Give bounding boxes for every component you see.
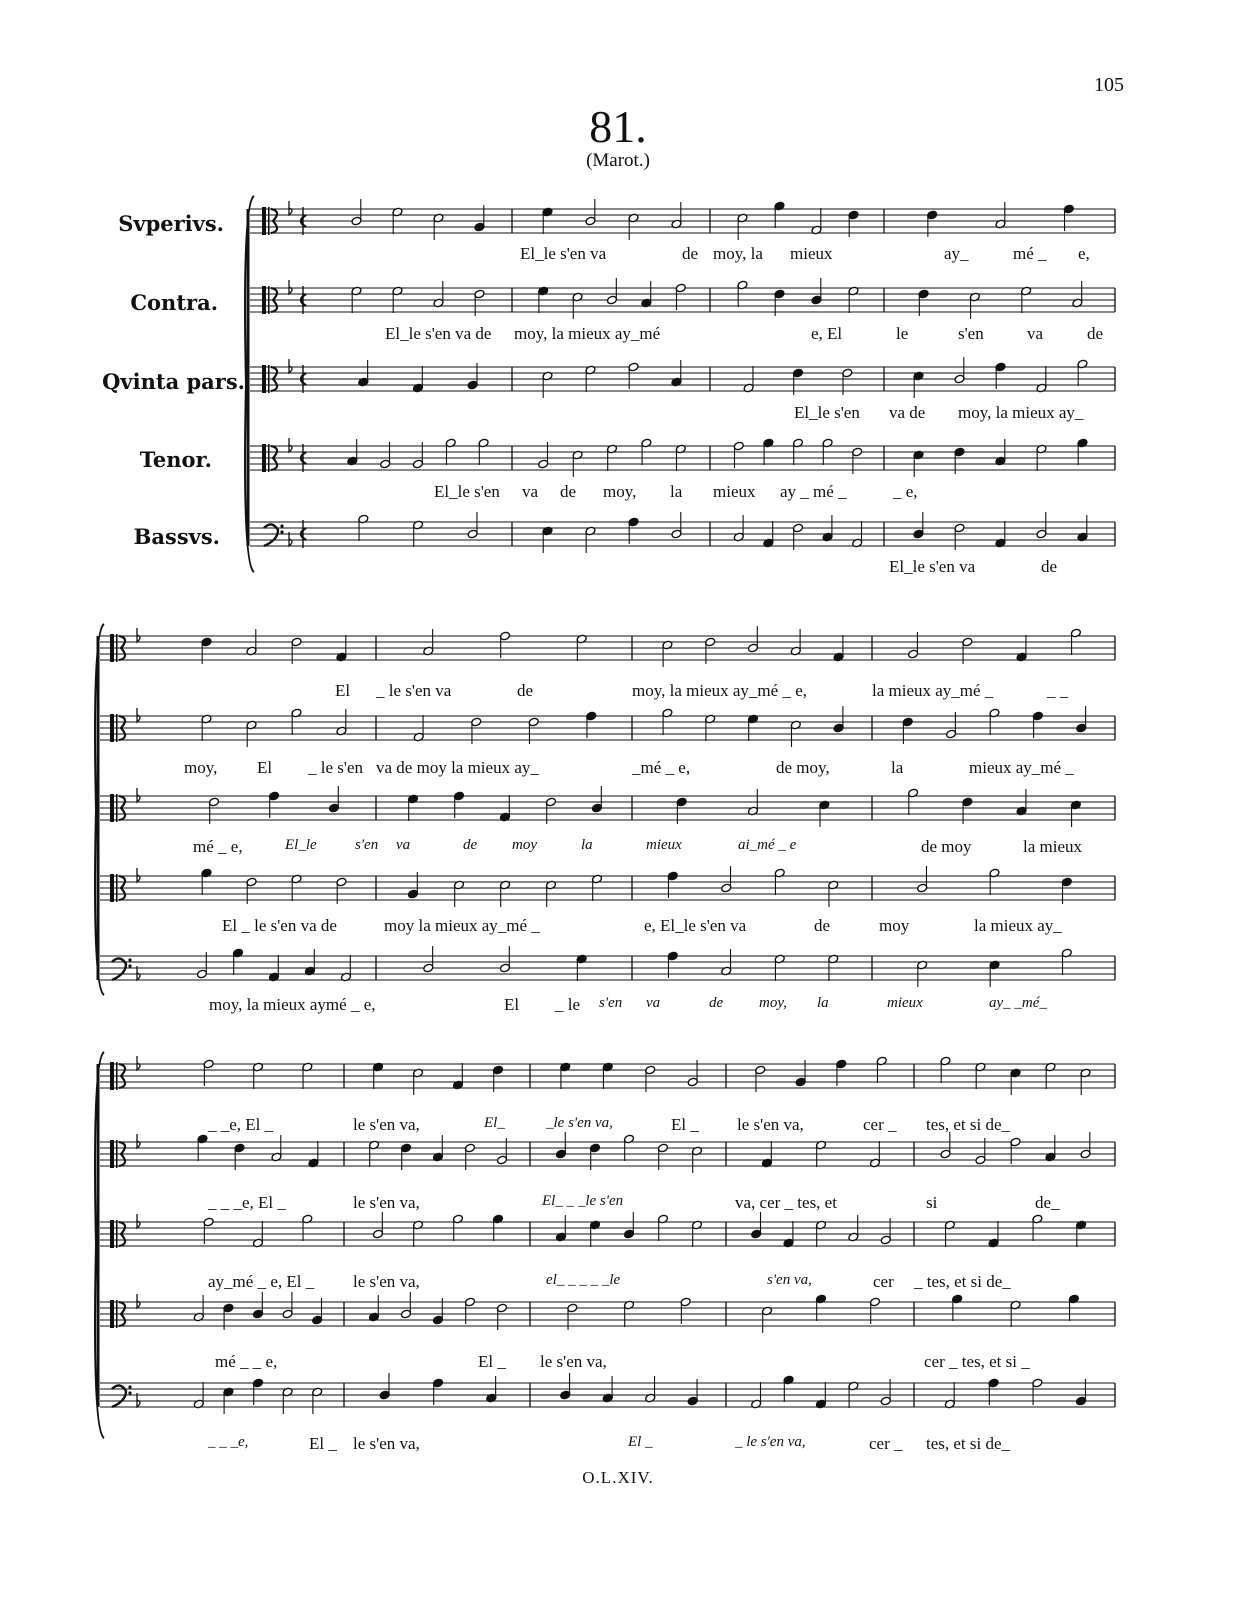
lyric-syllable: El bbox=[504, 995, 520, 1014]
lyric-line bbox=[0, 995, 1236, 1019]
f-clef-icon bbox=[128, 1391, 131, 1394]
f-clef-icon bbox=[128, 964, 131, 967]
voice-label-bassus: Bassvs. bbox=[133, 524, 220, 549]
lyric-syllable: va de moy la mieux ay_ bbox=[376, 758, 539, 777]
lyric-syllable: _ e, bbox=[893, 482, 918, 501]
lyric-syllable: cer _ tes, et si _ bbox=[924, 1352, 1030, 1371]
lyric-syllable: El _ le s'en va de bbox=[222, 916, 337, 935]
lyric-syllable: la mieux ay_ bbox=[974, 916, 1062, 935]
flat-icon bbox=[137, 1294, 140, 1308]
lyric-syllable: le bbox=[896, 324, 909, 343]
lyric-syllable: s'en va, bbox=[767, 1272, 812, 1288]
voice-label-quinta-pars: Qvinta pars. bbox=[102, 369, 245, 394]
c-clef-icon bbox=[116, 1220, 118, 1248]
f-clef-icon bbox=[128, 958, 131, 961]
lyric-syllable: _ _ _e, El _ bbox=[208, 1193, 286, 1212]
voice-label-superius: Svperivs. bbox=[118, 211, 224, 236]
lyric-syllable: mé _ bbox=[1013, 244, 1047, 263]
lyric-syllable: moy, bbox=[603, 482, 637, 501]
lyric-syllable: de bbox=[814, 916, 831, 935]
lyric-syllable: s'en bbox=[599, 995, 623, 1011]
lyric-line bbox=[0, 557, 1236, 581]
voice-label-tenor: Tenor. bbox=[139, 447, 212, 472]
lyric-line bbox=[0, 482, 1236, 506]
flat-icon bbox=[289, 359, 292, 373]
lyric-syllable: moy bbox=[512, 837, 537, 853]
lyric-line bbox=[0, 324, 1236, 348]
lyric-syllable: de bbox=[1041, 557, 1058, 576]
lyric-syllable: s'en bbox=[958, 324, 984, 343]
lyric-syllable: moy, la mieux ay_mé bbox=[514, 324, 661, 343]
c-clef-icon bbox=[268, 444, 270, 472]
lyric-syllable: el_ _ _ _ _le bbox=[546, 1272, 621, 1288]
c-clef-icon bbox=[110, 714, 114, 742]
lyric-syllable: mieux bbox=[887, 995, 923, 1011]
lyric-syllable: _mé _ e, bbox=[632, 758, 691, 777]
lyric-syllable: tes, et si de_ bbox=[926, 1434, 1011, 1453]
lyric-syllable: _ le bbox=[555, 995, 581, 1014]
lyric-syllable: la bbox=[891, 758, 904, 777]
c-clef-icon bbox=[116, 794, 118, 822]
lyric-line bbox=[0, 1352, 1236, 1376]
lyric-syllable: mé _ _ e, bbox=[215, 1352, 278, 1371]
lyric-syllable: _le s'en va, bbox=[546, 1115, 613, 1131]
c-clef-icon bbox=[110, 1062, 114, 1090]
lyric-syllable: de bbox=[560, 482, 577, 501]
flat-icon bbox=[289, 438, 292, 452]
lyric-syllable: de bbox=[709, 995, 724, 1011]
lyric-syllable: El bbox=[335, 681, 351, 700]
lyric-syllable: e, bbox=[1078, 244, 1090, 263]
lyric-line bbox=[0, 837, 1236, 861]
lyric-syllable: ai_mé _ e bbox=[738, 837, 797, 853]
c-clef-icon bbox=[262, 286, 266, 314]
lyric-syllable: va, cer _ tes, et bbox=[735, 1193, 837, 1212]
lyric-syllable: _ _e, El _ bbox=[208, 1115, 274, 1134]
c-clef-icon bbox=[110, 874, 114, 902]
lyric-line bbox=[0, 244, 1236, 268]
footer-signature: O.L.XIV. bbox=[582, 1468, 654, 1487]
c-clef-icon bbox=[268, 286, 270, 314]
lyric-line bbox=[0, 1193, 1236, 1217]
lyric-syllable: moy, la mieux ay_mé _ e, bbox=[632, 681, 807, 700]
poet-attribution: (Marot.) bbox=[586, 150, 650, 171]
f-clef-icon bbox=[128, 1385, 131, 1388]
c-clef-icon bbox=[116, 874, 118, 902]
lyric-syllable: El _ bbox=[478, 1352, 506, 1371]
lyric-syllable: si bbox=[926, 1193, 938, 1212]
page-number: 105 bbox=[1094, 74, 1124, 96]
lyric-syllable: _ le s'en bbox=[308, 758, 363, 777]
c-clef-icon bbox=[262, 207, 266, 235]
lyric-syllable: El_le s'en bbox=[434, 482, 500, 501]
lyric-syllable: _ tes, et si de_ bbox=[914, 1272, 1011, 1291]
flat-icon bbox=[137, 868, 140, 882]
c-clef-icon bbox=[110, 1140, 114, 1168]
lyric-syllable: mieux ay_mé _ bbox=[969, 758, 1074, 777]
lyric-syllable: mieux bbox=[713, 482, 756, 501]
lyric-syllable: va bbox=[522, 482, 539, 501]
c-clef-icon bbox=[262, 444, 266, 472]
lyric-syllable: cer _ bbox=[869, 1434, 903, 1453]
lyric-syllable: mé _ e, bbox=[193, 837, 243, 856]
flat-icon bbox=[289, 201, 292, 215]
lyric-syllable: la bbox=[670, 482, 683, 501]
lyric-syllable: moy, la mieux ay_ bbox=[958, 403, 1084, 422]
lyric-syllable: El_le s'en va bbox=[520, 244, 607, 263]
lyric-line bbox=[0, 1115, 1236, 1139]
flat-icon bbox=[137, 628, 140, 642]
lyric-line bbox=[0, 1434, 1236, 1458]
lyric-syllable: _ le s'en va, bbox=[735, 1434, 806, 1450]
lyric-syllable: de bbox=[517, 681, 534, 700]
lyric-line bbox=[0, 403, 1236, 427]
lyric-syllable: moy, la bbox=[713, 244, 763, 263]
lyric-syllable: El_ bbox=[484, 1115, 505, 1131]
lyric-syllable: e, El_le s'en va bbox=[644, 916, 747, 935]
lyric-syllable: de moy bbox=[921, 837, 972, 856]
c-clef-icon bbox=[116, 634, 118, 662]
f-clef-icon bbox=[280, 530, 283, 533]
lyric-syllable: va bbox=[646, 995, 661, 1011]
lyric-syllable: moy la mieux ay_mé _ bbox=[384, 916, 540, 935]
voice-label-contra: Contra. bbox=[130, 290, 218, 315]
lyric-syllable: la bbox=[581, 837, 593, 853]
c-clef-icon bbox=[268, 207, 270, 235]
lyric-syllable: ay _ mé _ bbox=[780, 482, 847, 501]
lyric-syllable: de bbox=[1087, 324, 1104, 343]
lyric-syllable: cer _ bbox=[863, 1115, 897, 1134]
c-clef-icon bbox=[116, 1140, 118, 1168]
lyric-syllable: va bbox=[1027, 324, 1044, 343]
lyric-syllable: El_le s'en va bbox=[889, 557, 976, 576]
lyric-syllable: ay_ bbox=[944, 244, 969, 263]
flat-icon bbox=[289, 280, 292, 294]
c-clef-icon bbox=[110, 634, 114, 662]
lyric-syllable: cer bbox=[873, 1272, 894, 1291]
c-clef-icon bbox=[110, 794, 114, 822]
lyric-syllable: le s'en va, bbox=[540, 1352, 607, 1371]
lyric-syllable: El bbox=[257, 758, 273, 777]
lyric-line bbox=[0, 681, 1236, 705]
flat-icon bbox=[137, 1056, 140, 1070]
lyric-syllable: de bbox=[682, 244, 699, 263]
c-clef-icon bbox=[268, 365, 270, 393]
lyric-syllable: mieux bbox=[790, 244, 833, 263]
lyric-syllable: El _ bbox=[628, 1434, 653, 1450]
lyric-syllable: _ le s'en va bbox=[376, 681, 452, 700]
lyric-syllable: va de bbox=[889, 403, 926, 422]
lyric-syllable: la bbox=[817, 995, 829, 1011]
lyric-line bbox=[0, 916, 1236, 940]
lyric-syllable: moy bbox=[879, 916, 910, 935]
c-clef-icon bbox=[262, 365, 266, 393]
lyric-syllable: _ _ bbox=[1047, 681, 1069, 700]
lyric-syllable: le s'en va, bbox=[353, 1272, 420, 1291]
c-clef-icon bbox=[110, 1220, 114, 1248]
lyric-syllable: moy, bbox=[759, 995, 787, 1011]
lyric-syllable: le s'en va, bbox=[353, 1115, 420, 1134]
piece-number: 81. bbox=[589, 101, 647, 152]
lyric-syllable: de_ bbox=[1035, 1193, 1060, 1212]
lyric-syllable: El _ bbox=[309, 1434, 337, 1453]
lyric-syllable: El_ _ _le s'en bbox=[542, 1193, 624, 1209]
lyric-syllable: le s'en va, bbox=[737, 1115, 804, 1134]
lyric-syllable: va bbox=[396, 837, 411, 853]
lyric-syllable: le s'en va, bbox=[353, 1193, 420, 1212]
lyric-line bbox=[0, 758, 1236, 782]
lyric-syllable: El _ bbox=[671, 1115, 699, 1134]
lyric-syllable: tes, et si de_ bbox=[926, 1115, 1011, 1134]
lyric-syllable: ay_ _mé_ bbox=[989, 995, 1047, 1011]
lyric-syllable: s'en bbox=[355, 837, 379, 853]
lyric-syllable: la mieux bbox=[1023, 837, 1083, 856]
lyric-line bbox=[0, 1272, 1236, 1296]
c-clef-icon bbox=[116, 1062, 118, 1090]
lyric-syllable: la mieux ay_mé _ bbox=[872, 681, 994, 700]
lyric-syllable: moy, la mieux aymé _ e, bbox=[209, 995, 376, 1014]
lyric-syllable: _ _ _e, bbox=[208, 1434, 249, 1450]
lyric-syllable: El_le s'en bbox=[794, 403, 860, 422]
lyric-syllable: ay_mé _ e, El _ bbox=[208, 1272, 315, 1291]
c-clef-icon bbox=[116, 714, 118, 742]
lyric-syllable: El_le bbox=[285, 837, 317, 853]
lyric-syllable: le s'en va, bbox=[353, 1434, 420, 1453]
flat-icon bbox=[137, 708, 140, 722]
lyric-syllable: moy, bbox=[184, 758, 218, 777]
lyric-syllable: e, El bbox=[811, 324, 843, 343]
c-clef-icon bbox=[110, 1300, 114, 1328]
flat-icon bbox=[137, 788, 140, 802]
lyric-syllable: de moy, bbox=[776, 758, 830, 777]
lyric-syllable: de bbox=[463, 837, 478, 853]
lyric-syllable: El_le s'en va de bbox=[385, 324, 492, 343]
c-clef-icon bbox=[116, 1300, 118, 1328]
lyric-syllable: mieux bbox=[646, 837, 682, 853]
f-clef-icon bbox=[280, 524, 283, 527]
